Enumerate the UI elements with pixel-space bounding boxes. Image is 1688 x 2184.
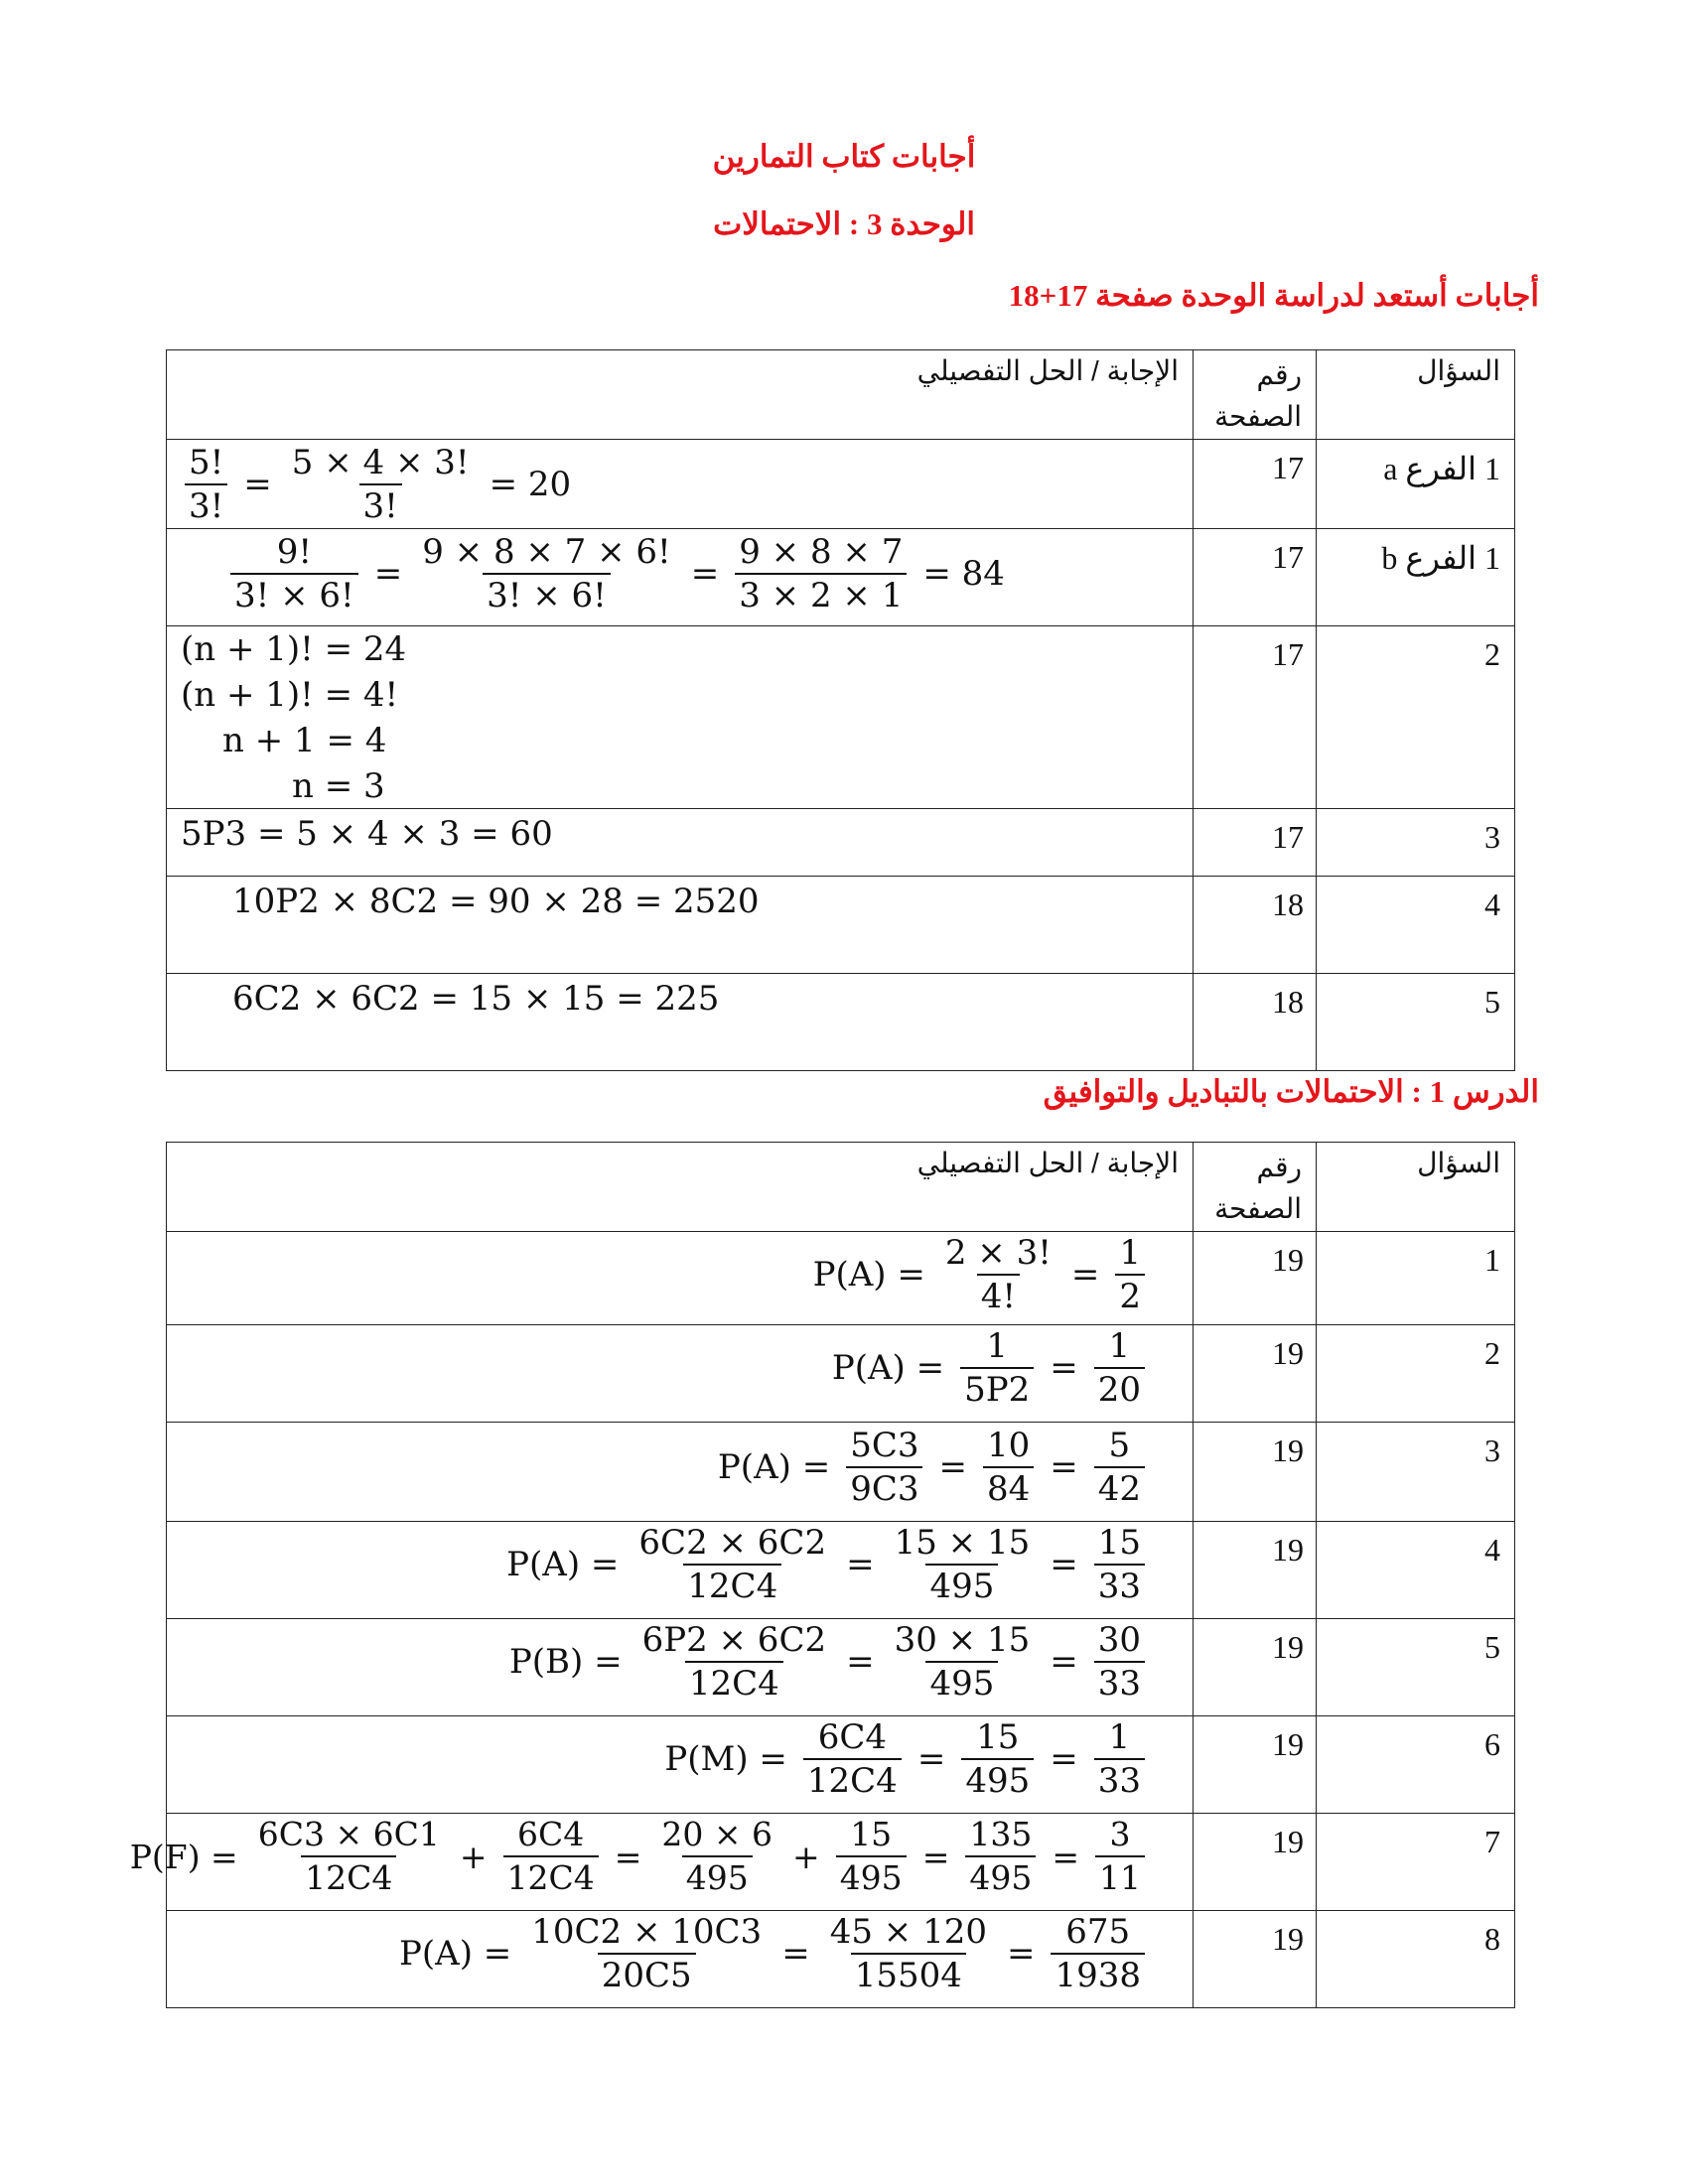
numerator: 1 [1108,1326,1131,1366]
question-cell: 7 [1317,1814,1515,1911]
denominator: 1938 [1051,1953,1145,1996]
table-row [167,1522,1515,1619]
page-cell: 17 [1194,440,1317,529]
equals-sign: = [846,1642,875,1682]
table-row [167,877,1515,974]
numerator: 10C2 × 10C3 [531,1912,763,1952]
fraction [503,1814,599,1899]
question-cell: 6 [1317,1716,1515,1814]
denominator: 12C4 [685,1661,783,1705]
denominator: 12C4 [803,1758,902,1802]
denominator: 4! [977,1274,1020,1317]
page-column-header: رقم الصفحة [1194,350,1317,440]
fraction [965,1814,1036,1899]
math-line: (n + 1)! = 24 [181,629,407,669]
numerator: 9! [276,532,312,572]
numerator: 6C3 × 6C1 [257,1815,440,1853]
numerator: 5 [1108,1426,1131,1465]
math-expression [656,1716,1153,1802]
page-cell: 19 [1194,1911,1317,2008]
denominator: 3! [359,483,402,527]
equals-sign: = [921,1837,950,1876]
equals-sign: = [781,1934,810,1974]
fraction [891,1522,1035,1607]
numerator: 135 [969,1815,1033,1853]
math-expression [805,1232,1153,1317]
numerator: 6P2 × 6C2 [641,1620,827,1660]
equals-sign: = [1050,1447,1078,1487]
plus-sign: + [459,1837,488,1876]
equals-sign: = [1050,1739,1078,1779]
lhs: P(B) = [508,1642,623,1682]
table-row [167,1814,1515,1911]
numerator: 9 × 8 × 7 × 6! [422,532,671,572]
table-row [167,440,1515,529]
table-row [167,1716,1515,1814]
denominator: 15504 [851,1953,966,1996]
math-expression [824,1325,1153,1411]
denominator: 33 [1094,1661,1145,1705]
question-cell: 8 [1317,1911,1515,2008]
question-cell: 5 [1317,974,1515,1071]
denominator: 20C5 [598,1953,696,1996]
denominator: 5P2 [960,1367,1034,1411]
page-title: أجابات كتاب التمارين [712,139,976,174]
numerator: 15 [976,1717,1020,1757]
section2-table [129,1142,1515,2008]
numerator: 5! [189,443,224,482]
math-expression [501,1619,1153,1705]
math-line: (n + 1)! = 4! [181,675,399,715]
equals-sign: = [373,554,403,594]
page-cell: 18 [1194,877,1317,974]
answer-cell [167,1522,1194,1619]
denominator: 12C4 [503,1855,599,1899]
denominator: 495 [965,1855,1036,1899]
table-row [167,1232,1515,1325]
denominator: 42 [1094,1466,1145,1510]
question-cell: 2 [1317,1325,1515,1423]
fraction [230,531,358,616]
denominator: 20 [1094,1367,1145,1411]
result: = 20 [489,465,572,504]
denominator: 2 [1115,1274,1145,1317]
equals-sign: = [846,1545,875,1584]
table-row [167,626,1515,809]
denominator: 3! × 6! [230,573,358,616]
fraction [983,1425,1034,1510]
equals-sign: = [1050,1348,1078,1388]
denominator: 9C3 [846,1466,922,1510]
numerator: 1 [1119,1233,1141,1273]
math-expression [222,531,1013,616]
lhs: P(A) = [717,1447,831,1487]
answer-column-header: الإجابة / الحل التفصيلي [167,1143,1194,1232]
equals-sign: = [614,1837,642,1876]
numerator: 675 [1065,1912,1131,1952]
fraction [891,1619,1035,1705]
question-cell: 2 [1317,626,1515,809]
denominator: 495 [961,1758,1034,1802]
lhs: P(F) = [129,1837,238,1876]
equals-sign: = [1050,1642,1078,1682]
fraction [960,1325,1034,1411]
numerator: 15 [1097,1523,1141,1563]
table-row [167,974,1515,1071]
denominator: 495 [925,1564,998,1607]
numerator: 2 × 3! [944,1233,1052,1273]
numerator: 15 [850,1815,893,1853]
fraction [1051,1911,1145,1996]
answer-cell [167,877,1194,974]
question-cell: 3 [1317,809,1515,877]
denominator: 33 [1094,1758,1145,1802]
fraction [254,1814,444,1899]
page-cell: 19 [1194,1716,1317,1814]
equals-sign: = [1050,1545,1078,1584]
fraction [1094,1325,1145,1411]
page-cell: 17 [1194,529,1317,626]
math-expression [177,442,579,527]
page-cell: 17 [1194,626,1317,809]
page-cell: 17 [1194,809,1317,877]
table-row [167,1325,1515,1423]
denominator: 12C4 [301,1855,396,1899]
math-expression: 5P3 = 5 × 4 × 3 = 60 [181,814,553,854]
fraction [1115,1232,1145,1317]
math-expression [391,1911,1153,1996]
numerator: 6C4 [517,1815,585,1853]
answer-cell [167,1619,1194,1716]
denominator: 3 × 2 × 1 [735,573,907,616]
math-line: n = 3 [292,766,385,806]
equals-sign: = [1006,1934,1036,1974]
answer-cell [129,1814,1194,1911]
table-row [167,1423,1515,1522]
math-expression [122,1814,1153,1899]
fraction [185,442,227,527]
denominator: 3! [185,483,227,527]
fraction [826,1911,991,1996]
fraction [1094,1716,1145,1802]
numerator: 30 [1097,1620,1141,1660]
table-row [167,1911,1515,2008]
answer-cell [167,440,1194,529]
fraction [1094,1619,1145,1705]
question-cell: 1 [1317,1232,1515,1325]
section1-table [166,349,1515,1071]
math-line: n + 1 = 4 [222,721,387,760]
fraction [961,1716,1034,1802]
equals-sign: = [916,1739,946,1779]
result: = 84 [922,554,1005,594]
page-column-header: رقم الصفحة [1194,1143,1317,1232]
question-cell: 4 [1317,877,1515,974]
numerator: 30 × 15 [894,1620,1031,1660]
denominator: 495 [682,1855,753,1899]
fraction [1094,1522,1145,1607]
question-cell: 1 الفرع a [1317,440,1515,529]
question-column-header: السؤال [1317,1143,1515,1232]
question-cell: 5 [1317,1619,1515,1716]
answer-cell [167,1423,1194,1522]
answer-cell [167,974,1194,1071]
page-cell: 19 [1194,1619,1317,1716]
lhs: P(A) = [812,1255,925,1295]
lhs: P(A) = [399,1934,512,1974]
equals-sign: = [938,1447,967,1487]
lhs: P(A) = [506,1545,620,1584]
denominator: 495 [836,1855,907,1899]
numerator: 15 × 15 [894,1523,1031,1563]
math-lines [181,626,406,809]
numerator: 5C3 [850,1426,919,1465]
fraction [288,442,474,527]
page-cell: 19 [1194,1423,1317,1522]
numerator: 6C2 × 6C2 [638,1523,827,1563]
fraction [803,1716,902,1802]
fraction [1095,1814,1145,1899]
page-cell: 19 [1194,1232,1317,1325]
answer-column-header: الإجابة / الحل التفصيلي [167,350,1194,440]
equals-sign: = [1052,1837,1079,1876]
fraction [735,531,907,616]
fraction [846,1425,922,1510]
denominator: 84 [983,1466,1034,1510]
numerator: 1 [1108,1717,1131,1757]
answer-cell [167,1716,1194,1814]
numerator: 6C4 [817,1717,887,1757]
fraction [527,1911,766,1996]
plus-sign: + [792,1837,820,1876]
question-cell: 3 [1317,1423,1515,1522]
answer-cell [167,1232,1194,1325]
unit-title: الوحدة 3 : الاحتمالات [713,206,975,241]
numerator: 45 × 120 [829,1912,987,1952]
fraction [657,1814,776,1899]
table-row [167,1619,1515,1716]
table-row [167,809,1515,877]
lhs: P(A) = [831,1348,945,1388]
answer-cell [167,809,1194,877]
section2-title: الدرس 1 : الاحتمالات بالتباديل والتوافيق [1043,1074,1539,1109]
numerator: 1 [986,1326,1008,1366]
numerator: 9 × 8 × 7 [739,532,904,572]
fraction [836,1814,907,1899]
math-expression [498,1522,1153,1607]
numerator: 10 [986,1426,1031,1465]
page-cell: 18 [1194,974,1317,1071]
numerator: 20 × 6 [661,1815,774,1853]
fraction [634,1522,830,1607]
fraction [941,1232,1055,1317]
equals-sign: = [243,465,272,504]
denominator: 3! × 6! [483,573,611,616]
answer-cell [167,626,1194,809]
section1-title: أجابات أستعد لدراسة الوحدة صفحة 17+18 [1008,278,1539,313]
numerator: 5 × 4 × 3! [291,443,470,482]
fraction [638,1619,831,1705]
page-cell: 19 [1194,1325,1317,1423]
denominator: 12C4 [683,1564,781,1607]
question-column-header: السؤال [1317,350,1515,440]
equals-sign: = [690,554,720,594]
answer-cell [167,529,1194,626]
question-cell: 1 الفرع b [1317,529,1515,626]
math-expression: 10P2 × 8C2 = 90 × 28 = 2520 [232,882,760,921]
numerator: 3 [1109,1815,1131,1853]
answer-cell [167,1911,1194,2008]
denominator: 33 [1094,1564,1145,1607]
equals-sign: = [1070,1255,1100,1295]
answer-cell [167,1325,1194,1423]
math-expression: 6C2 × 6C2 = 15 × 15 = 225 [232,979,720,1019]
table-header-row [167,350,1515,440]
page-cell: 19 [1194,1522,1317,1619]
lhs: P(M) = [664,1739,787,1779]
denominator: 11 [1095,1855,1145,1899]
fraction [418,531,675,616]
question-cell: 4 [1317,1522,1515,1619]
table-row [167,529,1515,626]
denominator: 495 [925,1661,998,1705]
math-expression [710,1425,1153,1510]
table-header-row [167,1143,1515,1232]
fraction [1094,1425,1145,1510]
page-cell: 19 [1194,1814,1317,1911]
